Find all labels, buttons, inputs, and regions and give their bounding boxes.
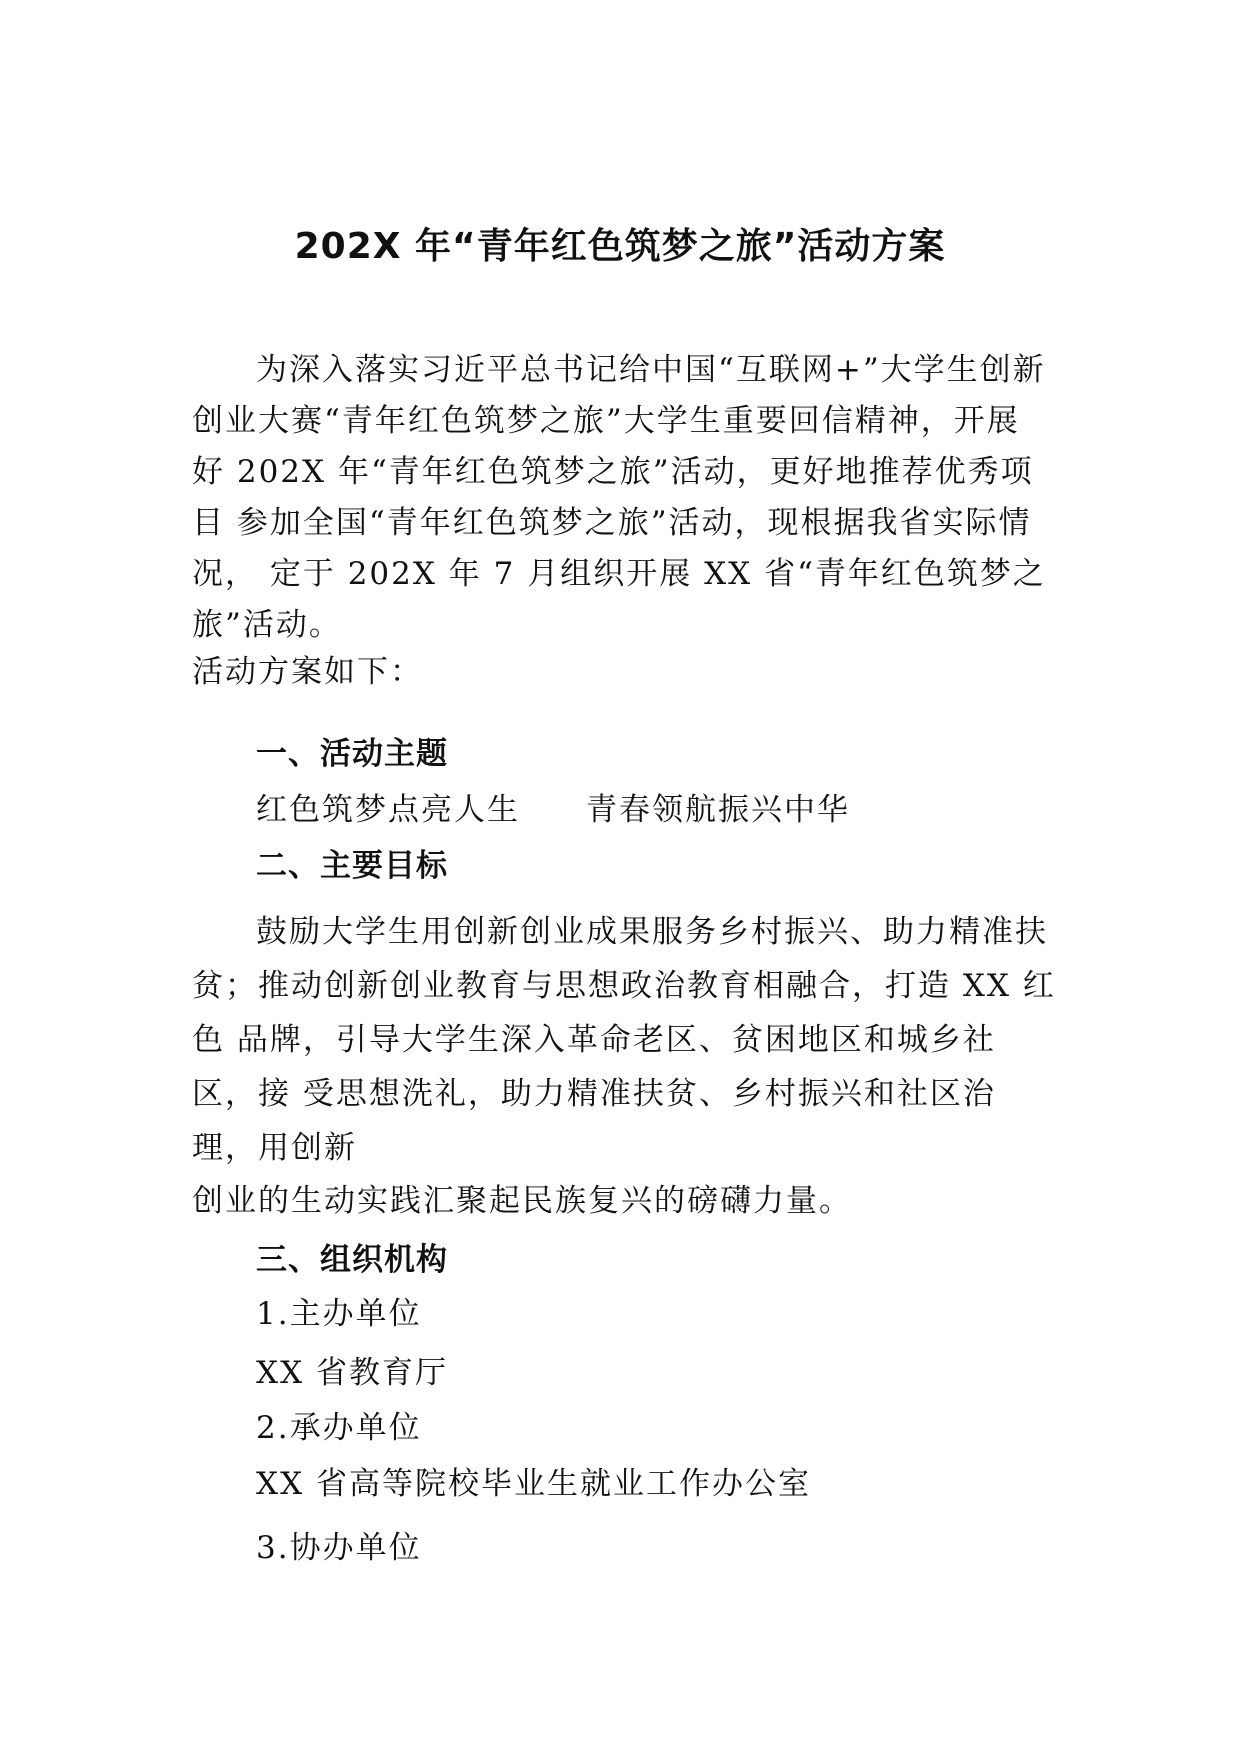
- intro-line: 旅”活动。: [192, 607, 342, 643]
- org-item: 1.主办单位: [256, 1296, 422, 1332]
- org-item: XX 省高等院校毕业生就业工作办公室: [256, 1466, 811, 1502]
- section-heading-organization: 三、组织机构: [256, 1242, 448, 1278]
- org-item: XX 省教育厅: [256, 1355, 448, 1391]
- intro-line: 创业大赛“青年红色筑梦之旅”大学生重要回信精神，开展: [192, 403, 1020, 439]
- org-item: 2.承办单位: [256, 1410, 422, 1446]
- section-heading-theme: 一、活动主题: [256, 736, 448, 772]
- theme-text: 红色筑梦点亮人生 青春领航振兴中华: [256, 792, 850, 828]
- intro-line: 活动方案如下：: [192, 654, 423, 690]
- intro-line: 目 参加全国“青年红色筑梦之旅”活动，现根据我省实际情: [192, 505, 1032, 541]
- intro-line: 况， 定于 202X 年 7 月组织开展 XX 省“青年红色筑梦之: [192, 556, 1046, 592]
- goals-line: 鼓励大学生用创新创业成果服务乡村振兴、助力精准扶: [256, 914, 1048, 950]
- intro-line: 为深入落实习近平总书记给中国“互联网+”大学生创新: [256, 352, 1046, 388]
- goals-line: 理，用创新: [192, 1130, 357, 1166]
- section-heading-goals: 二、主要目标: [256, 848, 448, 884]
- goals-line: 创业的生动实践汇聚起民族复兴的磅礴力量。: [192, 1183, 852, 1219]
- page-title: 202X 年“青年红色筑梦之旅”活动方案: [294, 226, 946, 267]
- goals-line: 贫；推动创新创业教育与思想政治教育相融合，打造 XX 红: [192, 968, 1056, 1004]
- goals-line: 区，接 受思想洗礼，助力精准扶贫、乡村振兴和社区治: [192, 1076, 996, 1112]
- org-item: 3.协办单位: [256, 1530, 422, 1566]
- goals-line: 色 品牌，引导大学生深入革命老区、贫困地区和城乡社: [192, 1022, 996, 1058]
- intro-line: 好 202X 年“青年红色筑梦之旅”活动，更好地推荐优秀项: [192, 454, 1034, 490]
